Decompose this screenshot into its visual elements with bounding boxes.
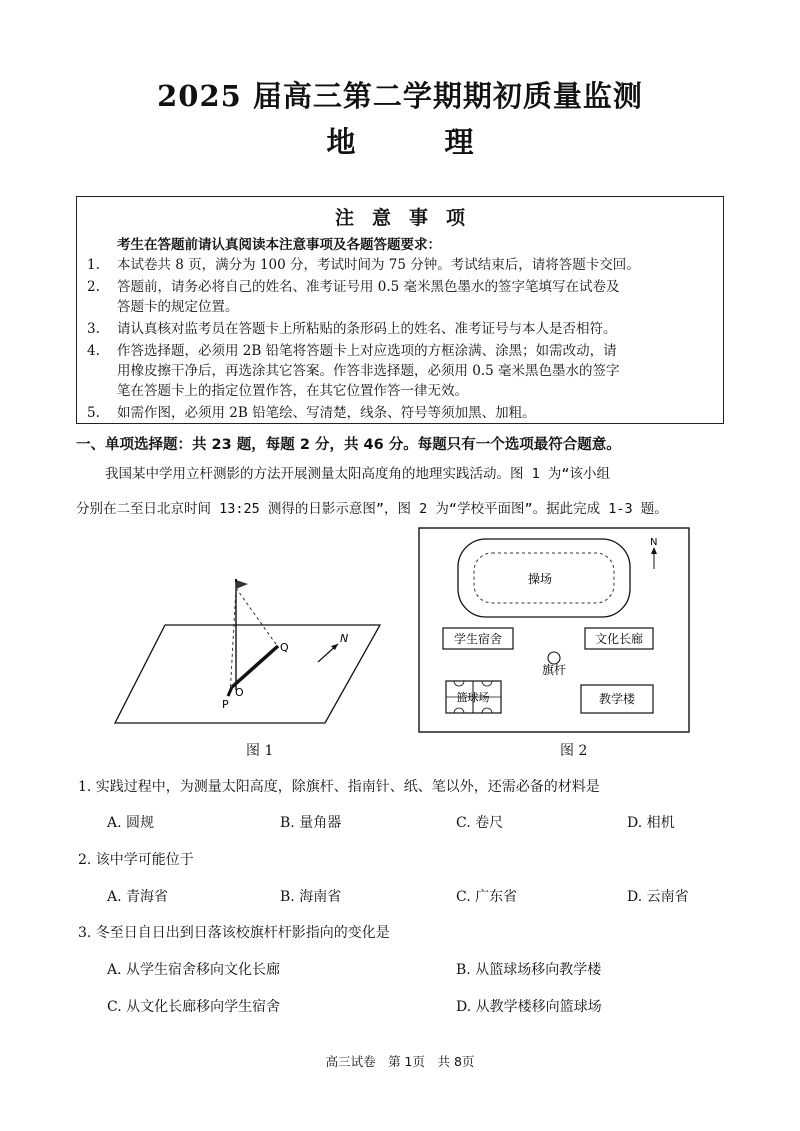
section-heading: 一、单项选择题：共 23 题，每题 2 分，共 46 分。每题只有一个选项最符合题意。	[76, 437, 621, 453]
flag	[236, 580, 248, 589]
notice-item-text: 答题卡的规定位置。	[117, 299, 239, 315]
notice-item	[87, 277, 717, 317]
label-dorm: 学生宿舍	[453, 632, 503, 646]
question-3-option-c: C. 从文化长廊移向学生宿舍	[107, 999, 281, 1015]
question-stem-line: 分别在二至日北京时间 13:25 测得的日影示意图”，图 2 为“学校平面图”。据此完成 1-3 题。	[76, 501, 668, 517]
figure-1-shadow-diagram	[110, 570, 390, 730]
figure-1-caption: 图 1	[246, 743, 274, 759]
question-2-option-c: C. 广东省	[456, 889, 518, 905]
notice-item-number: 1.	[87, 257, 100, 273]
exam-title: 2025 届高三第二学期期初质量监测	[157, 79, 643, 113]
shadow-op	[228, 687, 232, 696]
label-o: O	[235, 686, 244, 699]
question-1-option-b: B. 量角器	[280, 815, 342, 831]
question-3-option-d: D. 从教学楼移向篮球场	[456, 999, 602, 1015]
notice-intro: 考生在答题前请认真阅读本注意事项及各题答题要求：	[117, 237, 441, 253]
label-n: N	[340, 632, 349, 645]
notice-item-text: 作答选择题，必须用 2B 铅笔将答题卡上对应选项的方框涂满、涂黑；如需改动，请	[117, 343, 617, 359]
question-1-option-a: A. 圆规	[107, 815, 155, 831]
notice-item-text: 答题前，请务必将自己的姓名、准考证号用 0.5 毫米黑色墨水的签字笔填写在试卷及	[117, 279, 620, 295]
question-1-stem: 1. 实践过程中，为测量太阳高度，除旗杆、指南针、纸、笔以外，还需必备的材料是	[78, 779, 600, 795]
shadow-oq	[232, 646, 278, 687]
figure-2-caption: 图 2	[560, 743, 588, 759]
question-1-option-c: C. 卷尺	[456, 815, 504, 831]
notice-item-number: 5.	[87, 405, 100, 421]
question-2-stem: 2. 该中学可能位于	[78, 852, 194, 868]
label-court: 篮球场	[456, 691, 490, 704]
notice-box	[76, 196, 724, 424]
question-2-option-a: A. 青海省	[107, 889, 169, 905]
figure-2-school-map	[418, 527, 690, 733]
subject-title: 地 理	[326, 125, 504, 159]
label-corridor: 文化长廊	[594, 632, 644, 646]
label-p: P	[222, 698, 229, 711]
notice-item-text: 请认真核对监考员在答题卡上所粘贴的条形码上的姓名、准考证号与本人是否相符。	[117, 321, 617, 337]
label-q: Q	[280, 641, 289, 654]
north-label: N	[650, 537, 658, 548]
label-playground: 操场	[527, 572, 553, 586]
notice-item	[87, 255, 717, 275]
notice-item-text: 如需作图，必须用 2B 铅笔绘、写清楚，线条、符号等须加黑、加粗。	[117, 405, 536, 421]
label-flagpole: 旗杆	[541, 663, 567, 677]
question-3-stem: 3. 冬至日自日出到日落该校旗杆杆影指向的变化是	[78, 925, 390, 941]
notice-item	[87, 319, 717, 339]
question-3-option-a: A. 从学生宿舍移向文化长廊	[107, 962, 281, 978]
notice-item-text: 本试卷共 8 页，满分为 100 分，考试时间为 75 分钟。考试结束后，请将答题卡交回。	[117, 257, 640, 273]
notice-item-number: 2.	[87, 279, 100, 295]
notice-item-text: 用橡皮擦干净后，再选涂其它答案。作答非选择题，必须用 0.5 毫米黑色墨水的签字	[117, 363, 620, 379]
notice-item-number: 3.	[87, 321, 100, 337]
sun-ray	[230, 588, 236, 696]
notice-item	[87, 341, 717, 401]
notice-title: 注意事项	[334, 207, 483, 229]
sun-ray	[236, 588, 278, 647]
question-3-option-b: B. 从篮球场移向教学楼	[456, 962, 602, 978]
question-2-option-b: B. 海南省	[280, 889, 342, 905]
question-2-option-d: D. 云南省	[627, 889, 689, 905]
label-teaching: 教学楼	[598, 692, 636, 706]
page-footer: 高三试卷 第 1页 共 8页	[325, 1054, 475, 1069]
notice-item-number: 4.	[87, 343, 100, 359]
question-1-option-d: D. 相机	[627, 815, 675, 831]
question-stem-line: 我国某中学用立杆测影的方法开展测量太阳高度角的地理实践活动。图 1 为“该小组	[105, 466, 611, 482]
notice-item	[87, 403, 717, 423]
notice-item-text: 笔在答题卡上的指定位置作答，在其它位置作答一律无效。	[117, 383, 468, 399]
